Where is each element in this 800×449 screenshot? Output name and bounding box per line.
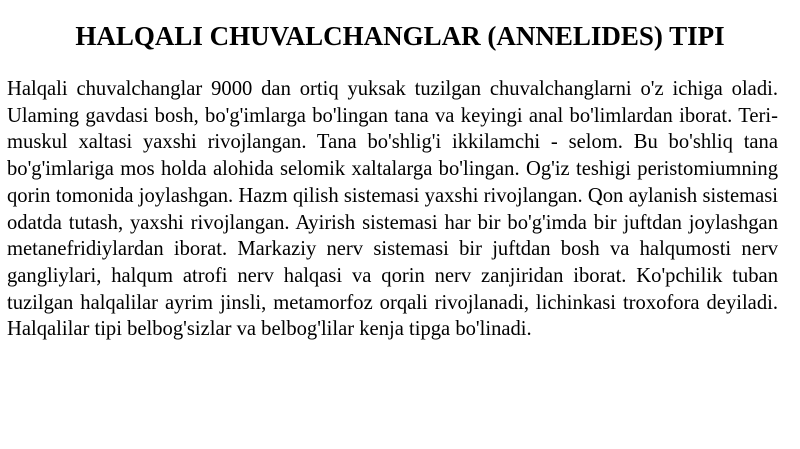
body-paragraph: Halqali chuvalchanglar 9000 dan ortiq yuksak tuzilgan chuvalchanglarni o'z ichiga oladi. Ulaming gavdasi bosh, bo'g'imlarga bo'lingan tana va keyingi anal bo'limlardan iborat. Teri-muskul xaltasi yaxshi rivojlangan. Tana bo'shlig'i ikkilamchi - selom. Bu bo'shliq tana bo'g'imlariga mos holda alohida selomik xaltalarga bo'lingan. Og'iz teshigi peristomiumning qorin tomonida joylashgan. Hazm qilish sistemasi yaxshi rivojlangan. Qon aylanish sistemasi odatda tutash, yaxshi rivojlangan. Ayirish sistemasi har bir bo'g'imda bir juftdan joylashgan metanefridiylardan iborat. Markaziy nerv sistemasi bir juftdan bosh va halqumosti nerv gangliylari, halqum atrofi nerv halqasi va qorin nerv zanjiridan iborat. Ko'pchilik tuban tuzilgan halqalilar ayrim jinsli, metamorfoz orqali rivojlanadi, lichinkasi troxofora deyiladi. Halqalilar tipi belbog'sizlar va belbog'lilar kenja tipga bo'linadi.: [7, 78, 778, 341]
page-title: HALQALI CHUVALCHANGLAR (ANNELIDES) TIPI: [75, 21, 725, 51]
